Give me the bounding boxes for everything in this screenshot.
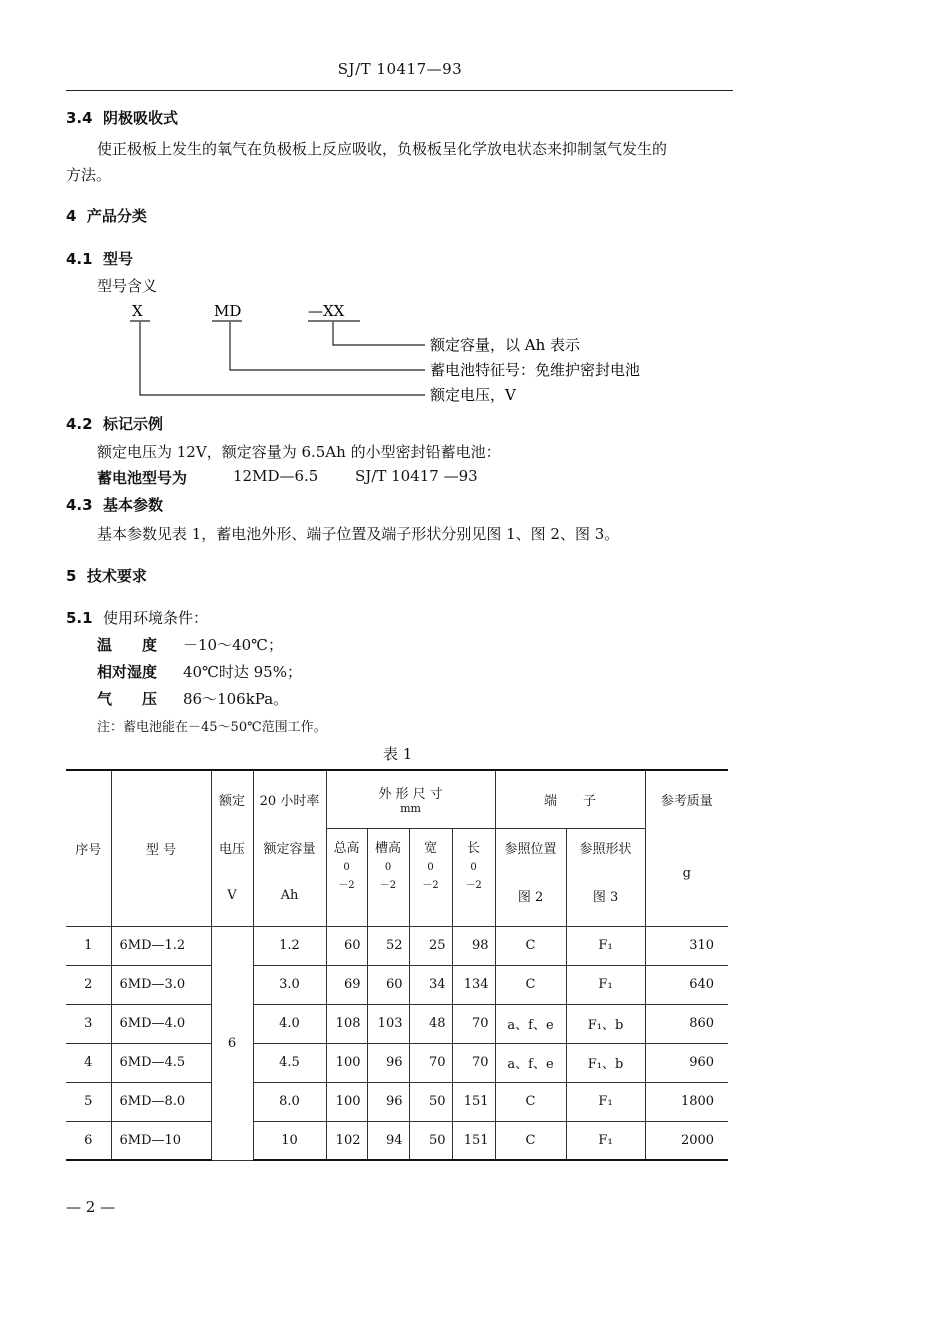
- header-no: 序号: [66, 770, 111, 926]
- cell-slot-height: 60: [367, 965, 409, 1004]
- cell-ref-position: C: [495, 1082, 566, 1121]
- humidity-label: 相对湿度: [97, 663, 158, 681]
- cell-slot-height: 52: [367, 926, 409, 965]
- header-fig2: 图 2: [495, 866, 566, 926]
- header-mass-unit: g: [645, 866, 728, 926]
- section-title: 产品分类: [86, 207, 147, 225]
- section-title: 基本参数: [103, 496, 164, 514]
- cell-length: 151: [452, 1121, 495, 1160]
- cell-slot-height: 96: [367, 1043, 409, 1082]
- cell-no: 6: [66, 1121, 111, 1160]
- table-row: [66, 965, 728, 1004]
- humidity-value: 40℃时达 95%；: [183, 663, 302, 681]
- cell-width: 48: [409, 1004, 452, 1043]
- cell-length: 134: [452, 965, 495, 1004]
- document-code-header: SJ/T 10417—93: [337, 60, 463, 78]
- diagram-label-feature: 蓄电池特征号：免维护密封电池: [430, 361, 641, 379]
- cell-mass: 960: [645, 1043, 728, 1082]
- environment-note: 注：蓄电池能在－45～50℃范围工作。: [97, 720, 327, 735]
- tolerance-lower: －2: [422, 879, 439, 891]
- header-dimensions-unit: mm: [400, 802, 421, 816]
- basic-params-text: 基本参数见表 1，蓄电池外形、端子位置及端子形状分别见图 1、图 2、图 3。: [97, 525, 620, 543]
- section-number: 4: [66, 207, 77, 225]
- cell-slot-height: 103: [367, 1004, 409, 1043]
- table-row: [66, 1043, 728, 1082]
- header-model: 型 号: [111, 770, 211, 926]
- tolerance-lower: －2: [465, 879, 482, 891]
- header-width-label: 宽: [423, 840, 437, 856]
- section-number: 3.4: [66, 109, 93, 127]
- tolerance-upper: 0: [470, 861, 477, 873]
- model-meaning-label: 型号含义: [97, 277, 158, 295]
- tolerance-upper: 0: [343, 861, 350, 873]
- header-mass-spacer: [645, 828, 728, 866]
- cell-width: 50: [409, 1121, 452, 1160]
- section-title: 标记示例: [103, 415, 164, 433]
- cell-ref-shape: F₁: [566, 1121, 645, 1160]
- header-voltage-2: 电压: [211, 828, 253, 866]
- cell-no: 2: [66, 965, 111, 1004]
- header-voltage-1: 额定: [211, 770, 253, 828]
- cell-no: 5: [66, 1082, 111, 1121]
- header-fig3: 图 3: [566, 866, 645, 926]
- cell-ref-shape: F₁: [566, 1082, 645, 1121]
- header-total-height-label: 总高: [333, 840, 360, 856]
- header-length-label: 长: [467, 840, 481, 856]
- section-5-heading: [66, 565, 147, 586]
- cell-length: 70: [452, 1043, 495, 1082]
- example-line1: 额定电压为 12V，额定容量为 6.5Ah 的小型密封铅蓄电池：: [97, 443, 501, 461]
- cell-total-height: 100: [326, 1082, 367, 1121]
- section-3-4-heading: [66, 107, 178, 128]
- header-rule: [66, 90, 733, 91]
- cell-ref-position: C: [495, 965, 566, 1004]
- diagram-label-voltage: 额定电压，V: [430, 386, 516, 404]
- header-total-height: [326, 828, 367, 926]
- tolerance-lower: －2: [338, 879, 355, 891]
- cell-length: 98: [452, 926, 495, 965]
- cell-mass: 1800: [645, 1082, 728, 1121]
- table-1: [66, 769, 728, 1161]
- section-4-3-heading: [66, 494, 163, 515]
- header-capacity-1: 20 小时率: [253, 770, 326, 828]
- cell-length: 70: [452, 1004, 495, 1043]
- cell-total-height: 108: [326, 1004, 367, 1043]
- cell-length: 151: [452, 1082, 495, 1121]
- section-title: 型号: [103, 250, 134, 268]
- diagram-md: MD: [214, 302, 242, 320]
- temperature-value: －10～40℃；: [183, 636, 283, 654]
- example-model-label: 蓄电池型号为: [97, 469, 188, 487]
- cell-total-height: 100: [326, 1043, 367, 1082]
- cell-width: 25: [409, 926, 452, 965]
- table-caption: 表 1: [383, 745, 413, 763]
- pressure-value: 86～106kPa。: [183, 690, 289, 708]
- table-row: [66, 1004, 728, 1043]
- cell-slot-height: 94: [367, 1121, 409, 1160]
- cell-model: 6MD—1.2: [111, 926, 211, 965]
- cell-ref-shape: F₁、b: [566, 1004, 645, 1043]
- cell-voltage-merged: 6: [211, 926, 253, 1160]
- header-slot-height-label: 槽高: [374, 840, 401, 856]
- cell-mass: 640: [645, 965, 728, 1004]
- header-voltage-unit: V: [211, 866, 253, 926]
- header-capacity-2: 额定容量: [253, 828, 326, 866]
- section-number: 4.1: [66, 250, 93, 268]
- temperature-label: 温 度: [97, 636, 158, 654]
- cell-ref-position: C: [495, 1121, 566, 1160]
- tolerance-upper: 0: [427, 861, 434, 873]
- header-mass: 参考质量: [645, 770, 728, 828]
- table-row: [66, 1121, 728, 1160]
- cell-model: 6MD—10: [111, 1121, 211, 1160]
- cell-ref-shape: F₁: [566, 965, 645, 1004]
- diagram-label-capacity: 额定容量，以 Ah 表示: [430, 336, 581, 354]
- section-4-2-heading: [66, 413, 163, 434]
- page-number: — 2 —: [66, 1198, 116, 1216]
- section-4-1-heading: [66, 248, 133, 269]
- cell-mass: 2000: [645, 1121, 728, 1160]
- cell-capacity: 8.0: [253, 1082, 326, 1121]
- cell-capacity: 1.2: [253, 926, 326, 965]
- cell-width: 50: [409, 1082, 452, 1121]
- cell-ref-position: C: [495, 926, 566, 965]
- section-3-4-line2: 方法。: [66, 166, 112, 184]
- section-title: 使用环境条件：: [103, 609, 209, 627]
- header-dimensions-title: 外 形 尺 寸: [378, 787, 443, 803]
- section-number: 5.1: [66, 609, 93, 627]
- cell-ref-position: a、f、e: [495, 1004, 566, 1043]
- header-terminal: 端 子: [495, 770, 645, 828]
- section-number: 5: [66, 567, 77, 585]
- section-title: 阴极吸收式: [103, 109, 179, 127]
- cell-capacity: 3.0: [253, 965, 326, 1004]
- header-ref-position: 参照位置: [495, 828, 566, 866]
- table-row: [66, 926, 728, 965]
- pressure-label: 气 压: [97, 690, 158, 708]
- header-dimensions: [326, 770, 495, 828]
- cell-capacity: 4.0: [253, 1004, 326, 1043]
- cell-ref-shape: F₁、b: [566, 1043, 645, 1082]
- cell-width: 70: [409, 1043, 452, 1082]
- section-title: 技术要求: [86, 567, 147, 585]
- header-capacity-unit: Ah: [253, 866, 326, 926]
- section-number: 4.2: [66, 415, 93, 433]
- diagram-x: X: [132, 302, 143, 320]
- cell-model: 6MD—3.0: [111, 965, 211, 1004]
- section-4-heading: [66, 205, 147, 226]
- header-slot-height: [367, 828, 409, 926]
- tolerance-upper: 0: [384, 861, 392, 873]
- cell-ref-position: a、f、e: [495, 1043, 566, 1082]
- cell-no: 1: [66, 926, 111, 965]
- cell-ref-shape: F₁: [566, 926, 645, 965]
- header-length: [452, 828, 495, 926]
- cell-capacity: 10: [253, 1121, 326, 1160]
- cell-model: 6MD—8.0: [111, 1082, 211, 1121]
- cell-capacity: 4.5: [253, 1043, 326, 1082]
- cell-total-height: 60: [326, 926, 367, 965]
- cell-mass: 860: [645, 1004, 728, 1043]
- section-5-1-heading: [66, 607, 208, 628]
- example-model-code: 12MD—6.5: [233, 467, 319, 485]
- cell-no: 3: [66, 1004, 111, 1043]
- diagram-xx: —XX: [308, 302, 345, 320]
- header-ref-shape: 参照形状: [566, 828, 645, 866]
- cell-no: 4: [66, 1043, 111, 1082]
- cell-total-height: 69: [326, 965, 367, 1004]
- table-row: [66, 1082, 728, 1121]
- cell-total-height: 102: [326, 1121, 367, 1160]
- cell-model: 6MD—4.0: [111, 1004, 211, 1043]
- section-number: 4.3: [66, 496, 93, 514]
- tolerance-lower: －2: [379, 879, 397, 891]
- cell-width: 34: [409, 965, 452, 1004]
- header-width: [409, 828, 452, 926]
- cell-model: 6MD—4.5: [111, 1043, 211, 1082]
- cell-mass: 310: [645, 926, 728, 965]
- example-standard-code: SJ/T 10417 —93: [355, 467, 478, 485]
- model-designation-diagram: [120, 300, 680, 410]
- cell-slot-height: 96: [367, 1082, 409, 1121]
- section-3-4-line1: 使正极板上发生的氧气在负极板上反应吸收，负极板呈化学放电状态来抑制氢气发生的: [97, 140, 668, 158]
